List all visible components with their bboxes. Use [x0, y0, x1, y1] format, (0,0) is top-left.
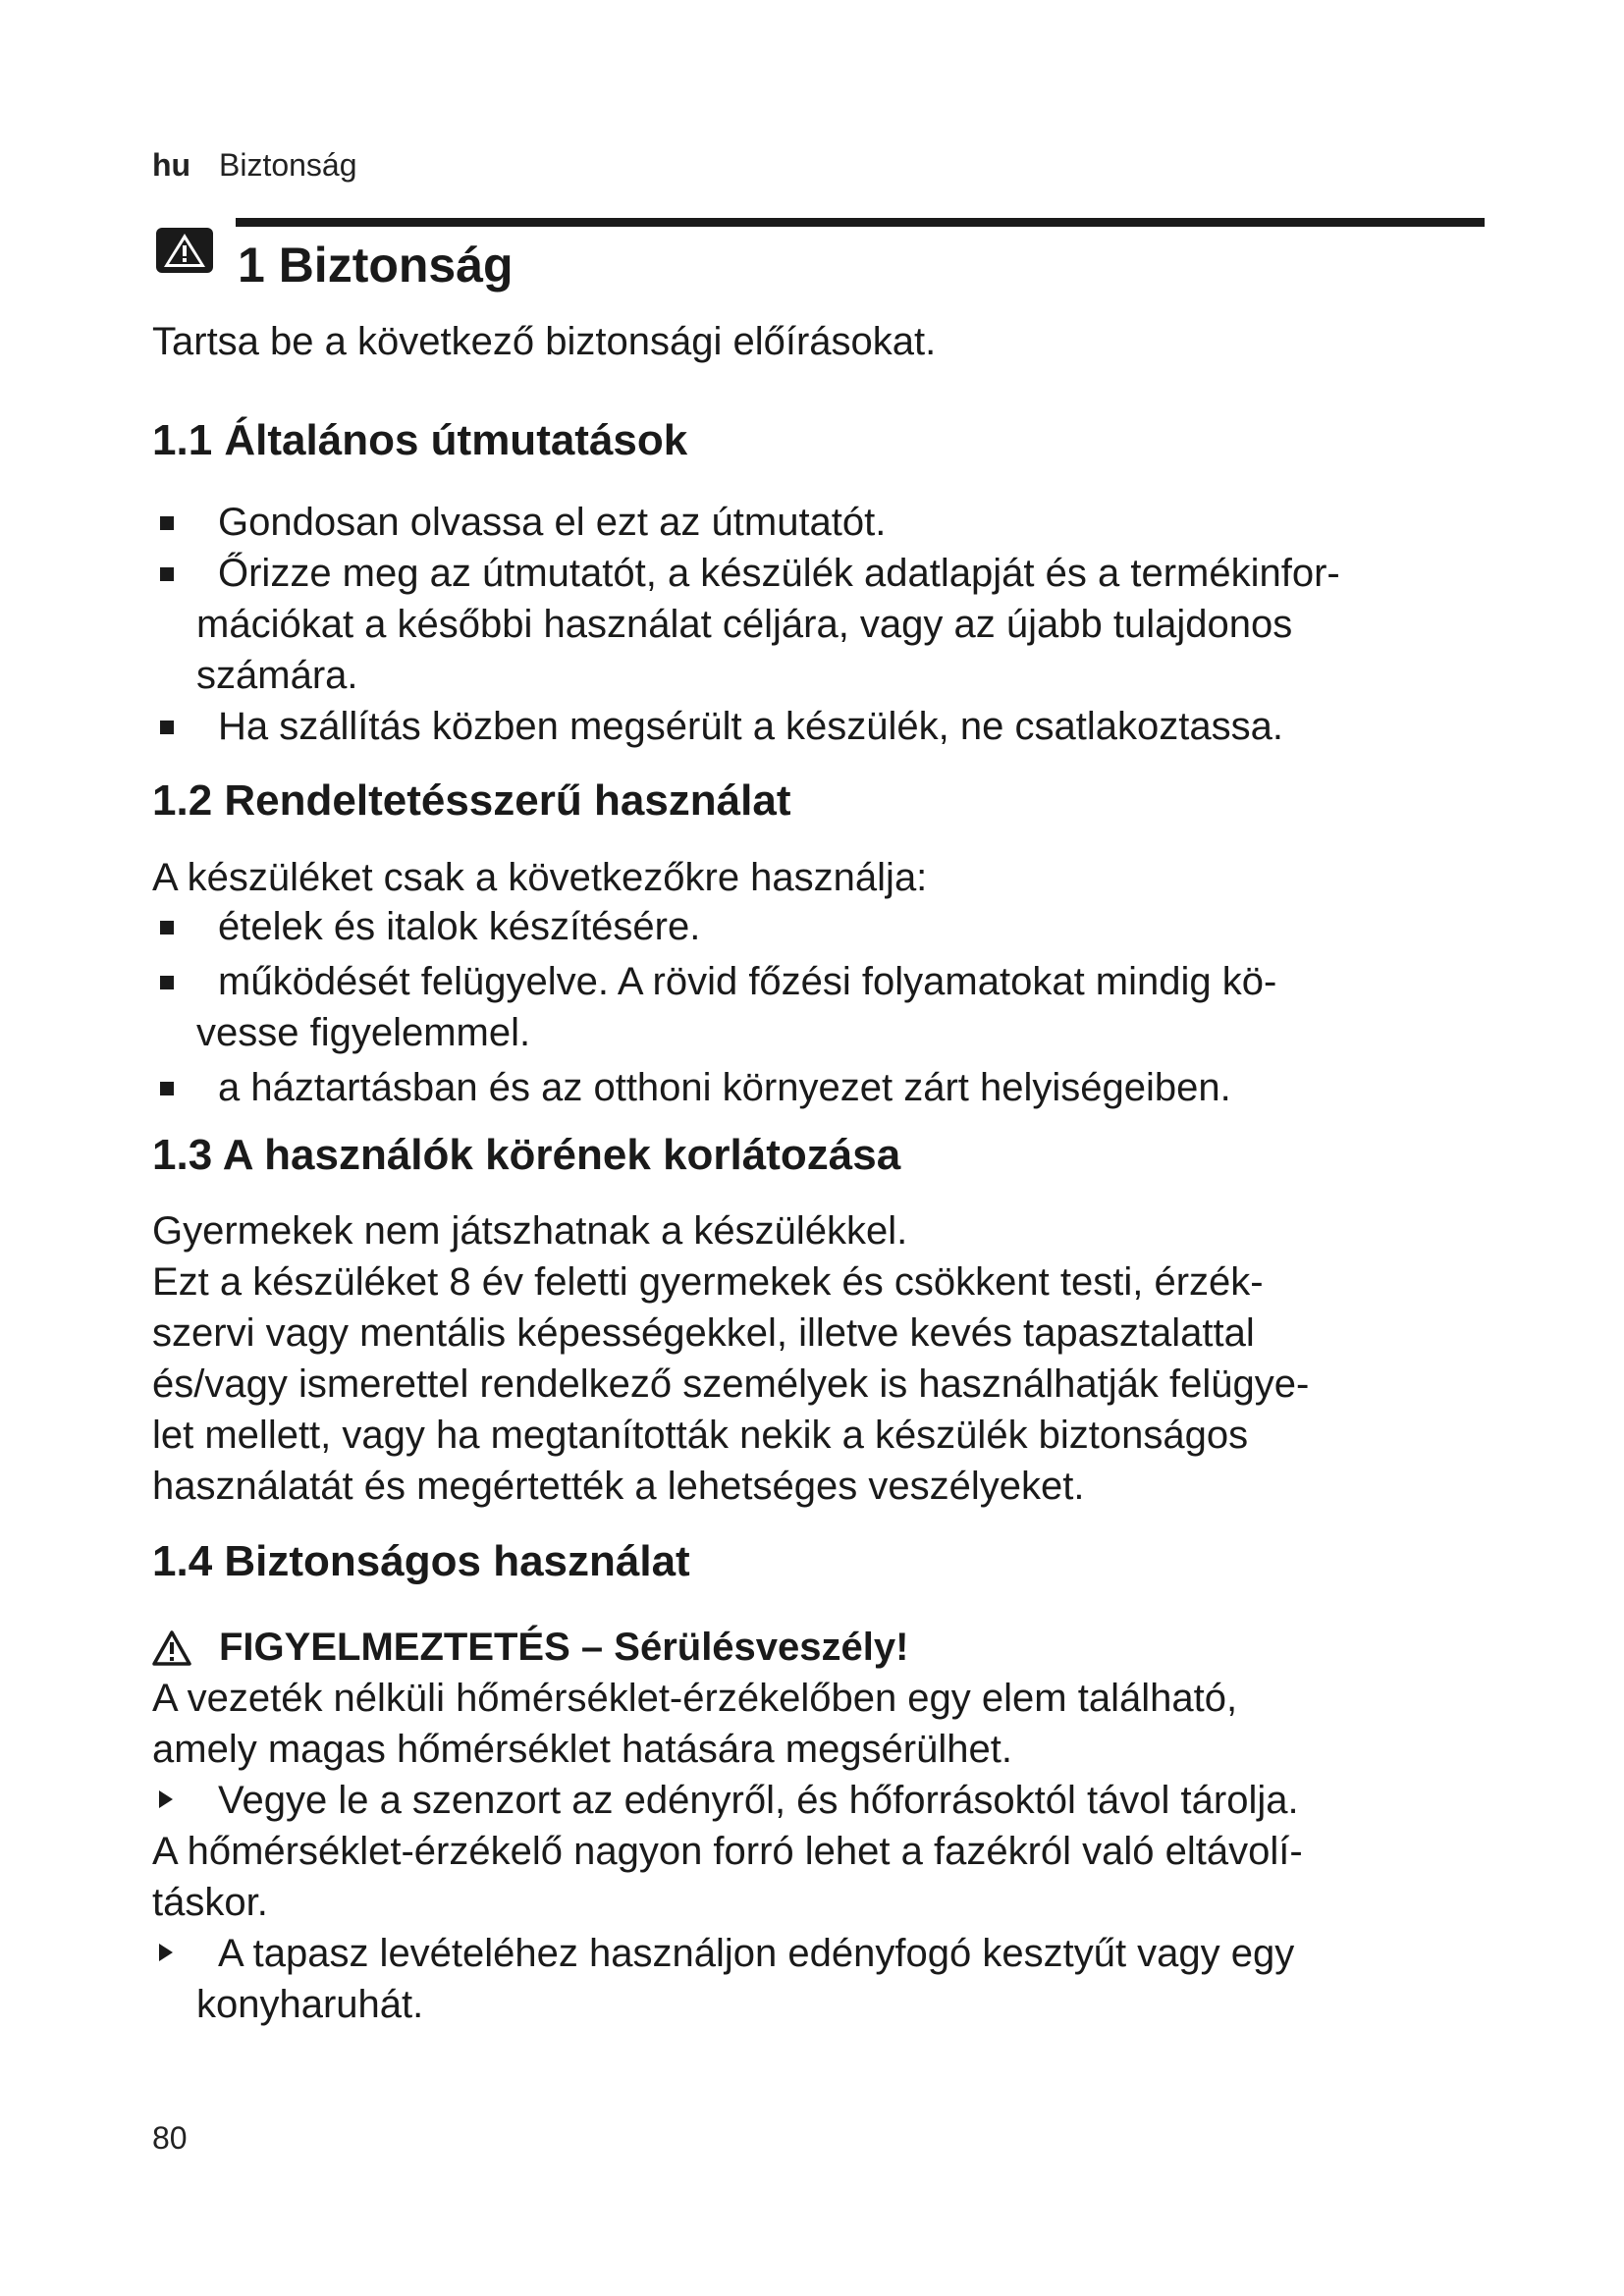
- list-item: működését felügyelve. A rövid főzési folyamatokat mindig kö- vesse figyelemmel.: [152, 956, 1497, 1058]
- chapter-title: 1 Biztonság: [238, 238, 514, 293]
- list-item: Ha szállítás közben megsérült a készülék, ne csatlakoztassa.: [152, 701, 1497, 752]
- step-list-1: [152, 1775, 1497, 1826]
- list-item: Őrizze meg az útmutatót, a készülék adatlapját és a termékinfor- mációkat a későbbi használat céljára, vagy az újabb tulajdonos számára.: [152, 548, 1497, 701]
- warning-triangle-icon: [152, 1630, 191, 1666]
- section-1-2-intro: A készüléket csak a következőkre használja:: [152, 856, 928, 899]
- page-number: 80: [152, 2120, 188, 2156]
- chapter-rule: [236, 218, 1485, 227]
- warning-heading: FIGYELMEZTETÉS – Sérülésveszély!: [152, 1622, 908, 1673]
- bullet-icon: [160, 567, 174, 581]
- bullet-icon: [160, 1082, 174, 1095]
- list-item: Vegye le a szenzort az edényről, és hőforrásoktól távol tárolja.: [152, 1775, 1497, 1826]
- intro-text: Tartsa be a következő biztonsági előírásokat.: [152, 320, 937, 363]
- warning-text-2: A hőmérséklet-érzékelő nagyon forró lehet a fazékról való eltávolí- táskor.: [152, 1830, 1303, 1924]
- warning-text-1: A vezeték nélküli hőmérséklet-érzékelőben egy elem található, amely magas hőmérséklet hatására megsérülhet.: [152, 1677, 1238, 1771]
- bullet-icon: [160, 921, 174, 934]
- section-title-1-3: 1.3 A használók körének korlátozása: [152, 1131, 901, 1179]
- bullet-icon: [160, 516, 174, 530]
- list-item: a háztartásban és az otthoni környezet zárt helyiségeiben.: [152, 1062, 1497, 1113]
- list-1-2: [152, 901, 1497, 1113]
- section-title-1-1: 1.1 Általános útmutatások: [152, 416, 688, 464]
- warning-box-icon: [154, 226, 215, 275]
- section-title-1-4: 1.4 Biztonságos használat: [152, 1537, 690, 1585]
- arrow-icon: [159, 1790, 173, 1808]
- list-item: ételek és italok készítésére.: [152, 901, 1497, 952]
- arrow-icon: [159, 1944, 173, 1961]
- list-item: Gondosan olvassa el ezt az útmutatót.: [152, 497, 1497, 548]
- running-head: [152, 147, 357, 184]
- step-list-2: [152, 1928, 1497, 2030]
- bullet-icon: [160, 721, 174, 734]
- list-1-1: [152, 497, 1497, 752]
- language-code: hu: [152, 147, 191, 183]
- list-item: A tapasz levételéhez használjon edényfogó kesztyűt vagy egy konyharuhát.: [152, 1928, 1497, 2030]
- section-1-3-text: Gyermekek nem játszhatnak a készülékkel. Ezt a készüléket 8 év feletti gyermekek és csökkent testi, érzék- szervi vagy mentális képességekkel, illetve kevés tapasztalattal és/vagy ismerettel rendelkező személyek is használhatják felügye- let mellett, vagy ha megtanították nekik a készülék biztonságos használatát és megértették a lehetséges veszélyeket.: [152, 1209, 1310, 1508]
- running-head-section: Biztonság: [218, 147, 357, 183]
- section-title-1-2: 1.2 Rendeltetésszerű használat: [152, 776, 791, 825]
- bullet-icon: [160, 976, 174, 989]
